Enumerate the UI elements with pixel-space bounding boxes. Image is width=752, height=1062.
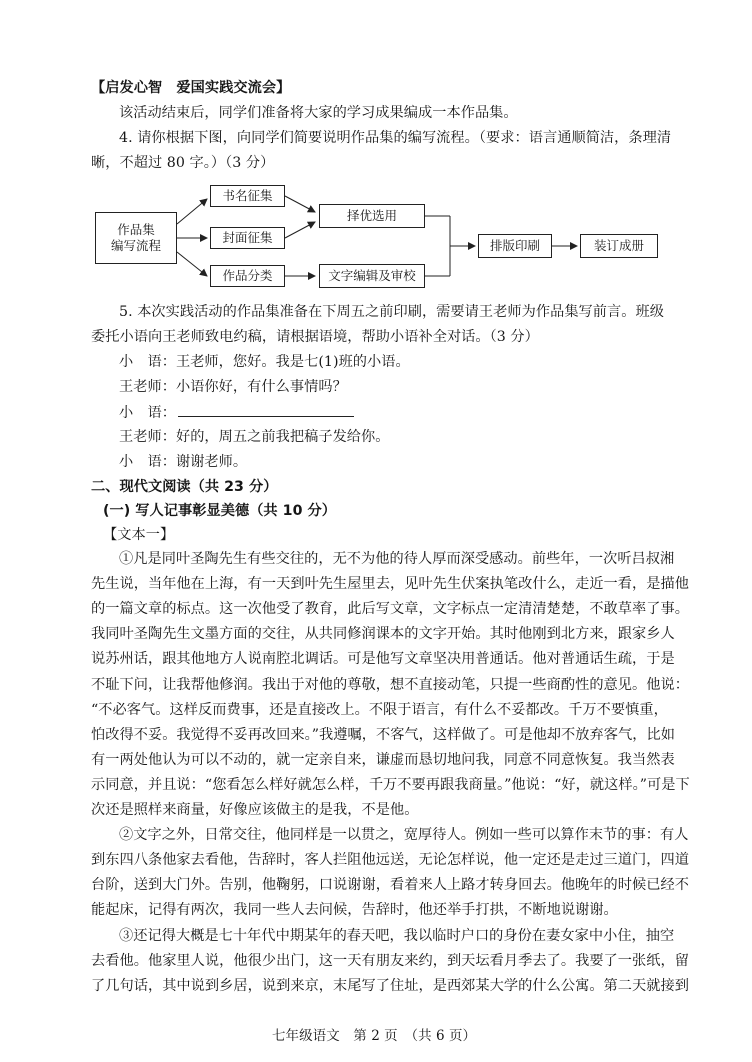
article-line: 台阶，送到大门外。告别，他鞠躬，口说谢谢，看着来人上路才转身回去。他晚年的时候已经不: [91, 877, 689, 894]
q4-line1: 4. 请你根据下图，向同学们简要说明作品集的编写流程。（要求：语言通顺简洁，条理清: [119, 130, 672, 146]
node-root-line1: 作品集: [117, 222, 155, 237]
page-footer: 七年级语文 第 2 页 （共 6 页）: [272, 1028, 477, 1044]
article-line: 去看他。他家里人说，他很少出门，这一天有朋友来约，到天坛看月季去了。我要了一张纸，留: [91, 952, 689, 969]
q5-line1: 5. 本次实践活动的作品集准备在下周五之前印刷，需要请王老师为作品集写前言。班级: [119, 304, 664, 320]
node-select-best: 择优选用: [319, 204, 425, 228]
section-header: 【启发心智 爱国实践交流会】: [91, 80, 291, 96]
node-root-line2: 编写流程: [110, 238, 161, 253]
node-edit-proofread: 文字编辑及审校: [319, 264, 425, 288]
article-line: 能起床，记得有两次，我同一些人去问候，告辞时，他还举手打拱，不断地说谢谢。: [91, 902, 618, 919]
node-work-classification: 作品分类: [210, 265, 285, 287]
dialogue-line5: 小 语：谢谢老师。: [119, 454, 248, 470]
dialogue-line3: [119, 402, 354, 423]
article-line: “不必客气。这样反而费事，还是直接改上。不限于语言，有什么不妥都改。千万不要慎重，: [91, 701, 668, 718]
article-line: 不耻下问，让我帮他修润。我出于对他的尊敬，想不直接动笔，只提一些商酌性的意见。他说：: [91, 676, 689, 693]
flowchart: [95, 182, 658, 294]
article-line: 怕改得不妥。我觉得不妥再改回来。”我遵嘱，不客气，这样做了。可是他却不放弃客气，比如: [91, 726, 675, 743]
part2-heading: 二、现代文阅读（共 23 分）: [91, 479, 278, 495]
article-line: 次还是照样来商量，好像应该做主的是我，不是他。: [91, 802, 419, 818]
dialogue-line3-speaker: 小 语：: [119, 405, 176, 421]
node-root: [95, 212, 177, 264]
text1-label: 【文本一】: [103, 527, 175, 543]
article-line: ①凡是同叶圣陶先生有些交往的，无不为他的待人厚而深受感动。前些年，一次听吕叔湘: [119, 551, 675, 567]
dialogue-line2: 王老师：小语你好，有什么事情吗？: [119, 379, 347, 395]
dialogue-line4: 王老师：好的，周五之前我把稿子发给你。: [119, 429, 390, 445]
dialogue-line1: 小 语：王老师，您好。我是七(1)班的小语。: [119, 354, 410, 370]
article-line: ②文字之外，日常交往，他同样是一以贯之，宽厚待人。例如一些可以算作末节的事：有人: [119, 827, 689, 844]
article-line: 到东四八条他家去看他，告辞时，客人拦阻他远送，无论怎样说，他一定还是走过三道门，四道: [91, 852, 689, 869]
answer-blank[interactable]: [178, 402, 354, 417]
node-title-collection: 书名征集: [210, 185, 285, 207]
article-line: 先生说，当年他在上海，有一天到叶先生屋里去，见叶先生伏案执笔改什么，走近一看，是描他: [91, 576, 689, 593]
q5-line2: 委托小语向王老师致电约稿，请根据语境，帮助小语补全对话。（3 分）: [91, 329, 539, 345]
subsection-heading: (一) 写人记事彰显美德（共 10 分）: [103, 503, 336, 519]
article-line: 的一篇文章的标点。这一次他受了教育，此后写文章，文字标点一定清清楚楚，不敢草率了事。: [91, 601, 689, 618]
article-line: 我同叶圣陶先生文墨方面的交往，从共同修润课本的文字开始。其时他刚到北方来，跟家乡人: [91, 626, 675, 643]
article-line: 有一两处他认为可以不动的，就一定亲自来，谦虚而恳切地问我，同意不同意恢复。我当然表: [91, 751, 675, 768]
article-line: 示同意，并且说：“您看怎么样好就怎么样，千万不要再跟我商量。”他说：“好，就这样。”可是下: [91, 776, 690, 793]
node-typeset-print: 排版印刷: [478, 234, 552, 258]
node-bind-book: 装订成册: [580, 234, 658, 258]
article-line: 说苏州话，跟其他地方人说南腔北调话。可是他写文章坚决用普通话。他对普通话生疏，于是: [91, 651, 675, 668]
q4-line2: 晰，不超过 80 字。）（3 分）: [91, 155, 275, 171]
article-line: 了几句话，其中说到乡居，说到来京，末尾写了住址，是西郊某大学的什么公寓。第二天就接到: [91, 977, 689, 994]
article-line: ③还记得大概是七十年代中期某年的春天吧，我以临时户口的身份在妻女家中小住，抽空: [119, 927, 675, 944]
intro-text: 该活动结束后，同学们准备将大家的学习成果编成一本作品集。: [119, 105, 518, 121]
node-cover-collection: 封面征集: [210, 227, 285, 249]
